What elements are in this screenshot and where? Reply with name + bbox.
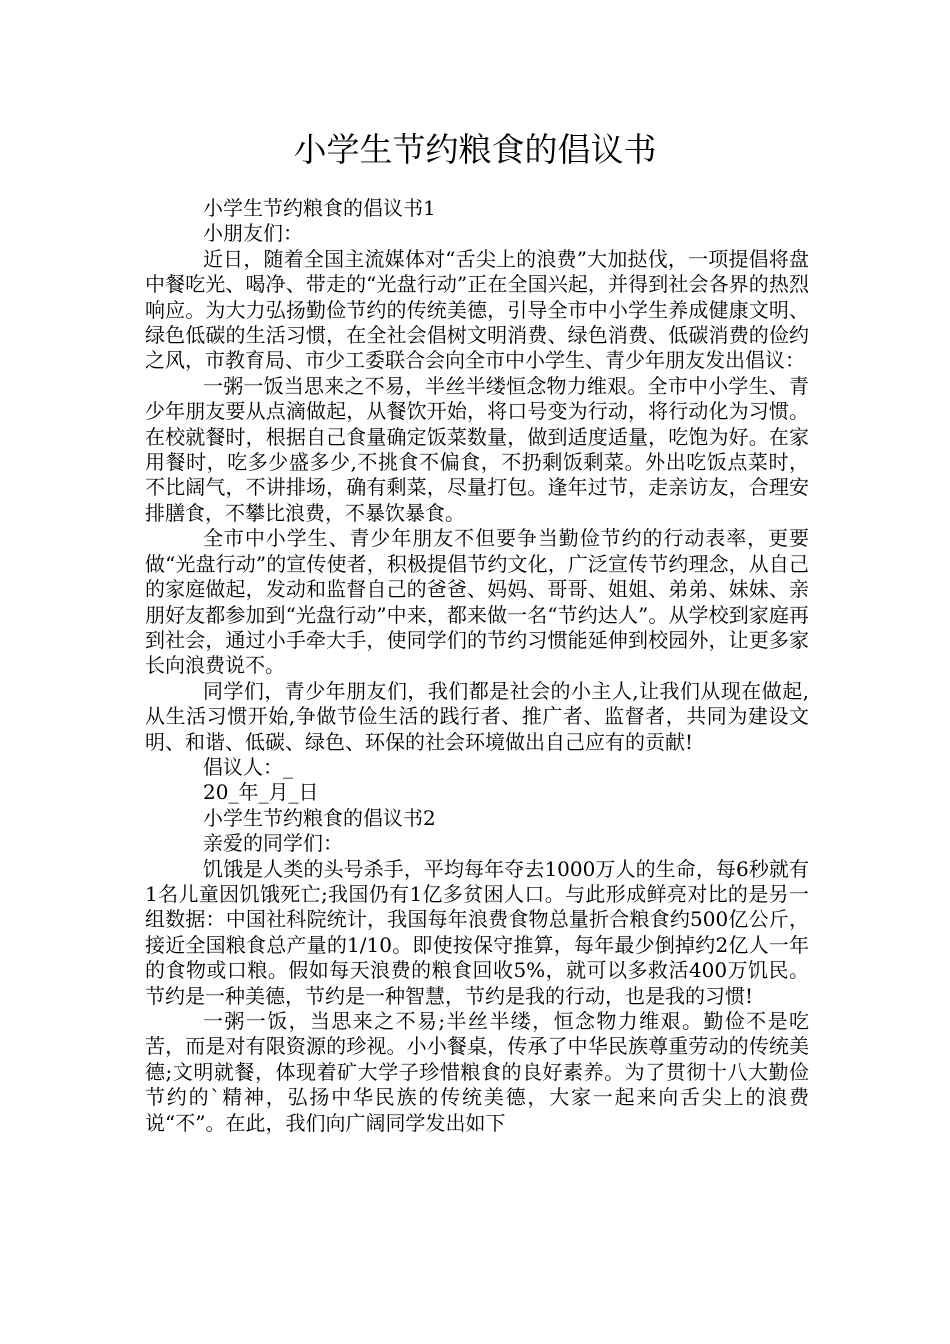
paragraph: 一粥一饭，当思来之不易;半丝半缕，恒念物力维艰。勤俭不是吃苦，而是对有限资源的珍视。小小餐桌，传承了中华民族尊重劳动的传统美德;文明就餐，体现着矿大学子珍惜粮食的良好素养。为了贯彻十八大勤俭节约的`精神，弘扬中华民族的传统美德，大家一起来向舌尖上的浪费说“不”。在此，我们向广阔同学发出如下 (145, 1009, 809, 1135)
paragraph: 同学们，青少年朋友们，我们都是社会的小主人,让我们从现在做起,从生活习惯开始,争做节俭生活的践行者、推广者、监督者，共同为建设文明、和谐、低碳、绿色、环保的社会环境做出自己应有的贡献! (145, 678, 809, 754)
section-heading-2: 小学生节约粮食的倡议书2 (203, 805, 436, 830)
paragraph: 一粥一饭当思来之不易，半丝半缕恒念物力维艰。全市中小学生、青少年朋友要从点滴做起，从餐饮开始，将口号变为行动，将行动化为习惯。在校就餐时，根据自己食量确定饭菜数量，做到适度适量，吃饱为好。在家用餐时，吃多少盛多少,不挑食不偏食，不扔剩饭剩菜。外出吃饭点菜时，不比阔气，不讲排场，确有剩菜，尽量打包。逢年过节，走亲访友，合理安排膳食，不攀比浪费，不暴饮暴食。 (145, 373, 809, 525)
salutation-1: 小朋友们： (203, 221, 303, 246)
document-title: 小学生节约粮食的倡议书 (293, 130, 657, 169)
date-line: 20_年_月_日 (203, 780, 319, 805)
signature-line: 倡议人：_ (203, 754, 293, 779)
paragraph: 全市中小学生、青少年朋友不但要争当勤俭节约的行动表率，更要做“光盘行动”的宣传使者，积极提倡节约文化，广泛宣传节约理念，从自己的家庭做起，发动和监督自己的爸爸、妈妈、哥哥、姐姐、弟弟、妹妹、亲朋好友都参加到“光盘行动”中来，都来做一名“节约达人”。从学校到家庭再到社会，通过小手牵大手，使同学们的节约习惯能延伸到校园外，让更多家长向浪费说不。 (145, 526, 809, 678)
salutation-2: 亲爱的同学们： (203, 831, 343, 856)
section-heading-1: 小学生节约粮食的倡议书1 (203, 196, 436, 220)
paragraph: 近日，随着全国主流媒体对“舌尖上的浪费”大加挞伐，一项提倡将盘中餐吃光、喝净、带走的“光盘行动”正在全国兴起，并得到社会各界的热烈响应。为大力弘扬勤俭节约的传统美德，引导全市中小学生养成健康文明、绿色低碳的生活习惯，在全社会倡树文明消费、绿色消费、低碳消费的俭约之风，市教育局、市少工委联合会向全市中小学生、青少年朋友发出倡议： (145, 246, 809, 373)
document-body (145, 196, 809, 1136)
paragraph: 饥饿是人类的头号杀手，平均每年夺去1000万人的生命，每6秒就有1名儿童因饥饿死亡;我国仍有1亿多贫困人口。与此形成鲜亮对比的是另一组数据：中国社科院统计，我国每年浪费食物总量折合粮食约500亿公斤，接近全国粮食总产量的1/10。即使按保守推算，每年最少倒掉约2亿人一年的食物或口粮。假如每天浪费的粮食回收5%，就可以多救活400万饥民。节约是一种美德，节约是一种智慧，节约是我的行动，也是我的习惯! (145, 856, 809, 1008)
